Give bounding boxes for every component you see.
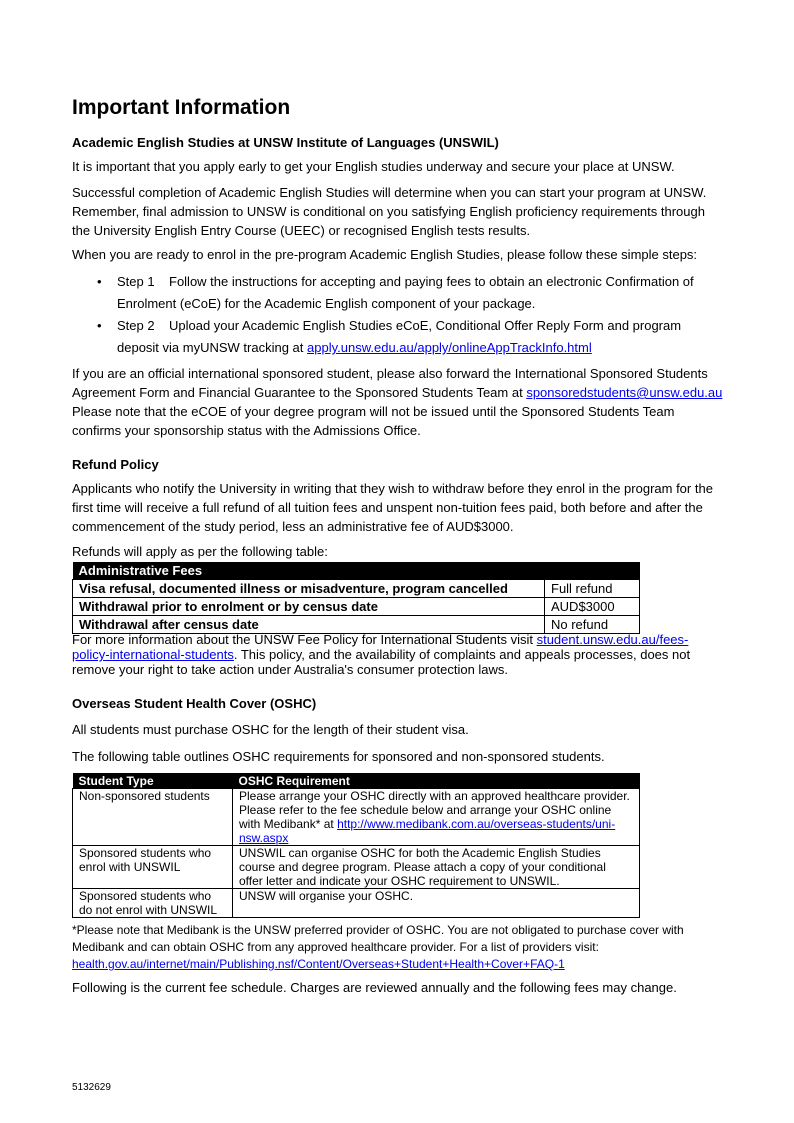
row-value: AUD$3000 [545,598,640,616]
table-row [73,846,640,889]
step-label: Step 1 [117,274,155,289]
sponsored-text: If you are an official international sponsored student, please also forward the International Sponsored Students Agreement Form and Financial Guarantee to the Sponsored Students Team at [72,366,708,400]
column-header: Student Type [73,773,233,789]
table-row [73,616,640,634]
student-type: Sponsored students who do not enrol with UNSWIL [73,889,233,918]
oshc-table-intro: The following table outlines OSHC requirements for sponsored and non-sponsored students. [72,749,605,764]
table-row [73,580,640,598]
sponsored-text-after: Please note that the eCOE of your degree program will not be issued until the Sponsored Students Team confirms your sponsorship status with the Admissions Office. [72,404,675,438]
row-value: Full refund [545,580,640,598]
table-row [73,598,640,616]
oshc-requirement: UNSWIL can organise OSHC for both the Academic English Studies course and degree program. Please attach a copy of your conditional offer letter and indicate your OSHC requirement to UNSWIL. [233,846,640,889]
table-row [73,789,640,846]
step-text: Upload your Academic English Studies eCoE, Conditional Offer Reply Form and program deposit via myUNSW tracking at [117,318,682,355]
oshc-requirement [233,789,640,846]
oshc-table [72,773,640,918]
student-type: Non-sponsored students [73,789,233,846]
row-label: Withdrawal prior to enrolment or by census date [73,598,545,616]
table-header: Administrative Fees [73,562,640,580]
fee-policy-text-after: . This policy, and the availability of complaints and appeals processes, does not remove your right to take action under Australia's consumer protection laws. [72,647,691,677]
column-header: OSHC Requirement [233,773,640,789]
table-row [73,889,640,918]
fee-schedule-intro: Following is the current fee schedule. Charges are reviewed annually and the following fees may change. [72,980,677,995]
requirement-text: Please arrange your OSHC directly with an approved healthcare provider. Please refer to the fee schedule below and arrange your OSHC online with Medibank* at [239,789,630,831]
unswil-completion: Successful completion of Academic English Studies will determine when you can start your program at UNSW. Remember, final admission to UNSW is conditional on you satisfying English proficiency requirements through the University English Entry Course (UEEC) or recognised English tests results. [72,185,707,238]
refund-paragraph: Applicants who notify the University in writing that they wish to withdraw before they enrol in the program for the first time will receive a full refund of all tuition fees and unspent non-tuition fees paid, both before and after the commencement of the study period, less an administrative fee of AUD$3000. [72,481,713,534]
track-application-link[interactable]: apply.unsw.edu.au/apply/onlineAppTrackInfo.html [307,340,592,355]
administrative-fees-table [72,562,640,634]
health-gov-link[interactable]: health.gov.au/internet/main/Publishing.nsf/Content/Overseas+Student+Health+Cover+FAQ-1 [72,957,565,971]
bullet-icon: • [97,318,102,333]
step-text: Follow the instructions for accepting and paying fees to obtain an electronic Confirmation of Enrolment (eCoE) for the Academic English component of your package. [117,274,694,311]
refund-heading: Refund Policy [72,457,159,472]
unswil-heading: Academic English Studies at UNSW Institute of Languages (UNSWIL) [72,135,499,150]
sponsored-paragraph [72,364,724,440]
oshc-intro: All students must purchase OSHC for the length of their student visa. [72,722,469,737]
row-value: No refund [545,616,640,634]
fee-policy-text: For more information about the UNSW Fee Policy for International Students visit [72,632,537,647]
unswil-intro: It is important that you apply early to get your English studies underway and secure your place at UNSW. [72,159,675,174]
step-label: Step 2 [117,318,155,333]
fee-policy-paragraph [72,632,724,677]
row-label: Withdrawal after census date [73,616,545,634]
oshc-requirement: UNSW will organise your OSHC. [233,889,640,918]
fee-policy-link[interactable]: student.unsw.edu.au/fees-policy-international-students [72,632,689,662]
sponsored-email-link[interactable]: sponsoredstudents@unsw.edu.au [526,385,723,400]
medibank-link[interactable]: http://www.medibank.com.au/overseas-students/uni-nsw.aspx [239,817,616,845]
oshc-heading: Overseas Student Health Cover (OSHC) [72,696,317,711]
page-title: Important Information [72,96,291,119]
medibank-note [72,922,724,973]
document-number: 5132629 [72,1082,111,1093]
unswil-steps-intro: When you are ready to enrol in the pre-program Academic English Studies, please follow these simple steps: [72,247,698,262]
refund-table-intro: Refunds will apply as per the following table: [72,544,328,559]
row-label: Visa refusal, documented illness or misadventure, program cancelled [73,580,545,598]
bullet-icon: • [97,274,102,289]
student-type: Sponsored students who enrol with UNSWIL [73,846,233,889]
note-text: *Please note that Medibank is the UNSW preferred provider of OSHC. You are not obligated to purchase cover with Medibank and can obtain OSHC from any approved healthcare provider. For a list of providers visit: [72,923,684,954]
